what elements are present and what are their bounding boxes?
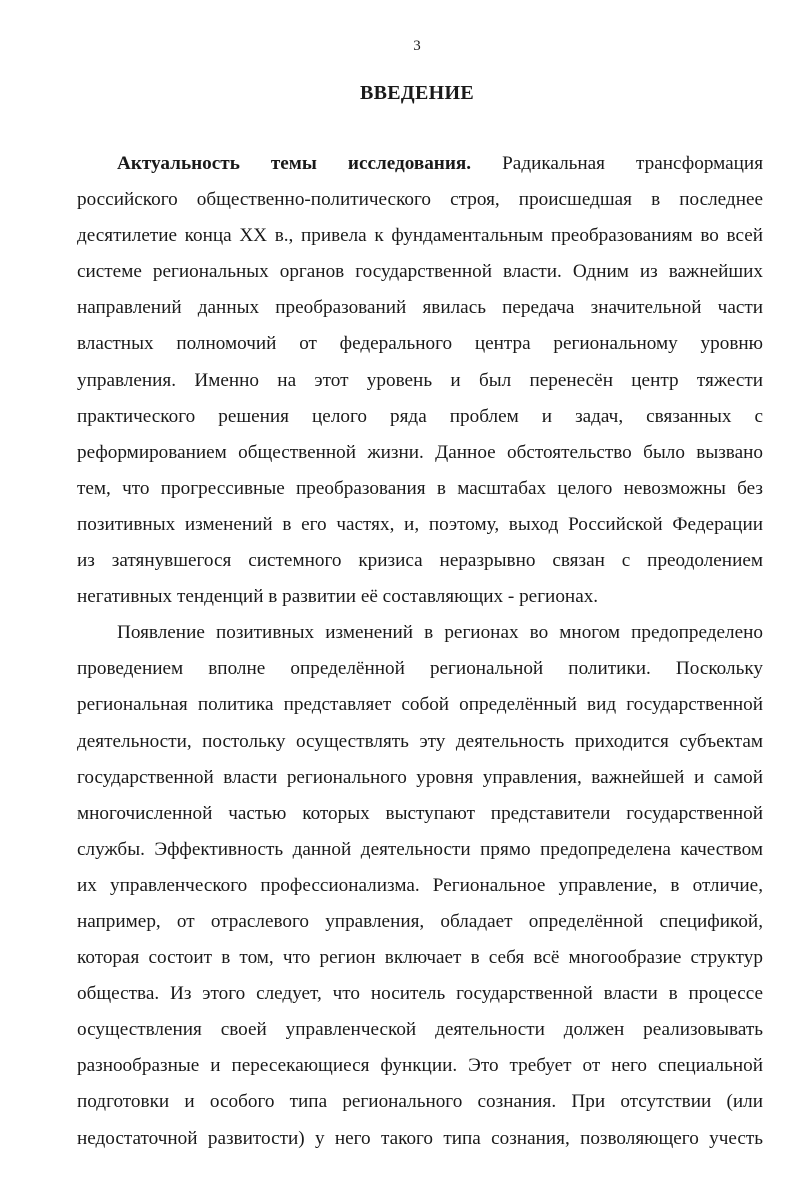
text-line: деятельности, постольку осуществлять эту деятельность приходится субъектам	[77, 730, 763, 752]
text-line: системе региональных органов государственной власти. Одним из важнейших	[77, 261, 763, 283]
text-line: которая состоит в том, что регион включает в себя всё многообразие структур	[77, 947, 763, 969]
text-line: подготовки и особого типа регионального сознания. При отсутствии (или	[77, 1091, 763, 1113]
text-line: негативных тенденций в развитии её составляющих - регионах.	[77, 586, 599, 608]
text-line: российского общественно-политического строя, происшедшая в последнее	[77, 189, 763, 211]
text-line: практического решения целого ряда проблем и задач, связанных с	[77, 405, 763, 427]
text-line: многочисленной частью которых выступают представители государственной	[77, 802, 763, 824]
text-line: их управленческого профессионализма. Региональное управление, в отличие,	[77, 874, 763, 896]
text-line: десятилетие конца XX в., привела к фундаментальным преобразованиям во всей	[77, 225, 763, 247]
body-text	[77, 146, 763, 1157]
text-line: общества. Из этого следует, что носитель государственной власти в процессе	[77, 983, 763, 1005]
text-line: из затянувшегося системного кризиса неразрывно связан с преодолением	[77, 550, 763, 572]
paragraph-regional-policy	[77, 615, 763, 1156]
text-line: властных полномочий от федерального центра региональному уровню	[77, 333, 763, 355]
text-line: государственной власти регионального уровня управления, важнейшей и самой	[77, 766, 763, 788]
text-line: службы. Эффективность данной деятельности прямо предопределена качеством	[77, 838, 763, 860]
lead-phrase: Актуальность темы исследования.	[117, 153, 472, 174]
page-number: 3	[413, 38, 421, 54]
paragraph-relevance	[77, 146, 763, 615]
text-line: тем, что прогрессивные преобразования в масштабах целого невозможны без	[77, 477, 763, 499]
text-line: региональная политика представляет собой определённый вид государственной	[77, 694, 763, 716]
text-line: управления. Именно на этот уровень и был перенесён центр тяжести	[77, 369, 763, 391]
text-line: недостаточной развитости) у него такого типа сознания, позволяющего учесть	[77, 1127, 763, 1149]
text-line: разнообразные и пересекающиеся функции. Это требует от него специальной	[77, 1055, 763, 1077]
text-line: позитивных изменений в его частях, и, поэтому, выход Российской Федерации	[77, 513, 763, 535]
text-line: например, от отраслевого управления, обладает определённой спецификой,	[77, 910, 763, 932]
text-line: реформированием общественной жизни. Данное обстоятельство было вызвано	[77, 441, 763, 463]
text-line: проведением вполне определённой региональной политики. Поскольку	[77, 658, 763, 680]
text-line: Актуальность темы исследования. Радикальная трансформация	[117, 153, 764, 174]
section-heading: ВВЕДЕНИЕ	[360, 82, 474, 104]
text-line: направлений данных преобразований явилась передача значительной части	[77, 297, 763, 319]
text-line: Появление позитивных изменений в регионах во многом предопределено	[117, 622, 763, 644]
text-line: осуществления своей управленческой деятельности должен реализовывать	[77, 1019, 763, 1041]
